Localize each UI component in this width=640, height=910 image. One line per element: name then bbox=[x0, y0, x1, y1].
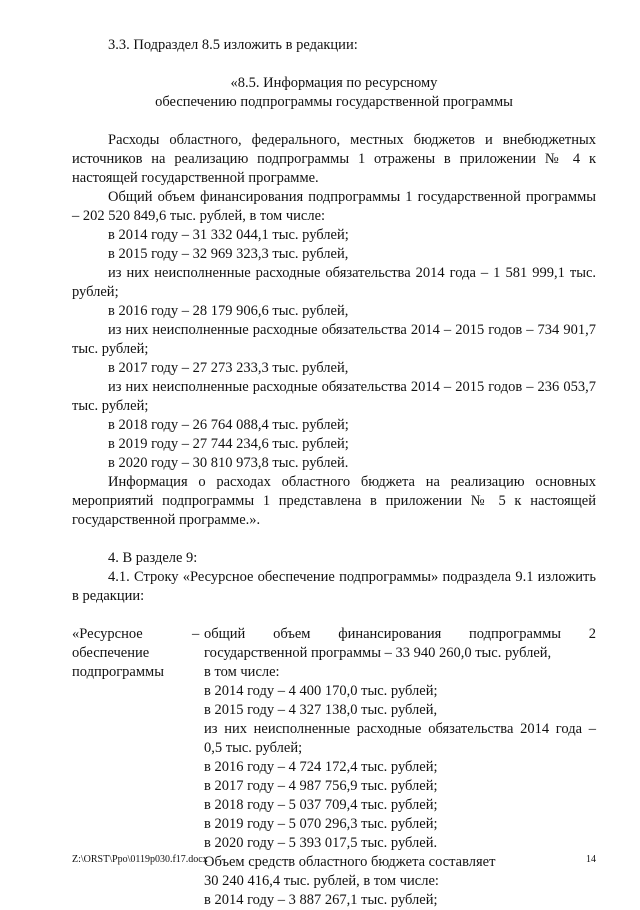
table-line: общий объем финансирования подпрограммы 2 государственной программы – 33 940 260,0 тыс. рублей, bbox=[204, 626, 596, 661]
year-2017: в 2017 году – 27 273 233,3 тыс. рублей, bbox=[108, 360, 349, 376]
resource-row-label bbox=[72, 625, 192, 910]
table-line: в 2014 году – 4 400 170,0 тыс. рублей; bbox=[204, 683, 438, 699]
table-line: 30 240 416,4 тыс. рублей, в том числе: bbox=[204, 873, 439, 889]
page-footer bbox=[72, 854, 596, 866]
row-label-line: обеспечение bbox=[72, 645, 150, 661]
page-number: 14 bbox=[586, 854, 596, 865]
table-line: в 2017 году – 4 987 756,9 тыс. рублей; bbox=[204, 778, 438, 794]
year-2016-unspent: из них неисполненные расходные обязательства 2014 – 2015 годов – 734 901,7 тыс. рублей; bbox=[72, 322, 596, 357]
table-line: в 2015 году – 4 327 138,0 тыс. рублей, bbox=[204, 702, 438, 718]
year-2015: в 2015 году – 32 969 323,3 тыс. рублей, bbox=[108, 246, 349, 262]
table-line: в 2016 году – 4 724 172,4 тыс. рублей; bbox=[204, 759, 438, 775]
section-4-1-heading: 4.1. Строку «Ресурсное обеспечение подпрограммы» подраздела 9.1 изложить в редакции: bbox=[72, 569, 596, 604]
table-line: в 2014 году – 3 887 267,1 тыс. рублей; bbox=[204, 892, 438, 908]
paragraph-info: Информация о расходах областного бюджета на реализацию основных мероприятий подпрограммы 1 представлена в приложении № 5 к настоящей государственной программе.». bbox=[72, 474, 596, 528]
table-line: из них неисполненные расходные обязательства 2014 года – 0,5 тыс. рублей; bbox=[204, 721, 596, 756]
year-2018: в 2018 году – 26 764 088,4 тыс. рублей; bbox=[108, 417, 349, 433]
document-body bbox=[72, 36, 596, 910]
table-line: в 2019 году – 5 070 296,3 тыс. рублей; bbox=[204, 816, 438, 832]
year-2015-unspent: из них неисполненные расходные обязательства 2014 года – 1 581 999,1 тыс. рублей; bbox=[72, 265, 596, 300]
section-4-heading: 4. В разделе 9: bbox=[108, 550, 198, 566]
section-title-line-1: «8.5. Информация по ресурсному bbox=[230, 75, 438, 91]
year-2014: в 2014 году – 31 332 044,1 тыс. рублей; bbox=[108, 227, 349, 243]
row-label-line: «Ресурсное bbox=[72, 626, 143, 642]
year-2019: в 2019 году – 27 744 234,6 тыс. рублей; bbox=[108, 436, 349, 452]
table-line: в том числе: bbox=[204, 664, 280, 680]
year-2016: в 2016 году – 28 179 906,6 тыс. рублей, bbox=[108, 303, 349, 319]
row-dash: – bbox=[192, 626, 200, 642]
paragraph-expenses: Расходы областного, федерального, местных бюджетов и внебюджетных источников на реализацию подпрограммы 1 отражены в приложении № 4 к настоящей государственной программе. bbox=[72, 132, 596, 186]
year-2020: в 2020 году – 30 810 973,8 тыс. рублей. bbox=[108, 455, 349, 471]
file-path: Z:\ORST\Ppo\0119p030.f17.docx bbox=[72, 854, 208, 865]
resource-table-row bbox=[72, 625, 596, 910]
resource-row-value bbox=[204, 625, 596, 910]
section-title-line-2: обеспечению подпрограммы государственной программы bbox=[155, 94, 513, 110]
heading-3-3: 3.3. Подраздел 8.5 изложить в редакции: bbox=[108, 37, 358, 53]
table-line: Объем средств областного бюджета составляет bbox=[204, 854, 496, 870]
table-line: в 2018 году – 5 037 709,4 тыс. рублей; bbox=[204, 797, 438, 813]
table-line: в 2020 году – 5 393 017,5 тыс. рублей. bbox=[204, 835, 438, 851]
row-label-line: подпрограммы bbox=[72, 664, 164, 680]
year-2017-unspent: из них неисполненные расходные обязательства 2014 – 2015 годов – 236 053,7 тыс. рублей; bbox=[72, 379, 596, 414]
paragraph-total: Общий объем финансирования подпрограммы 1 государственной программы – 202 520 849,6 тыс. рублей, в том числе: bbox=[72, 189, 596, 224]
